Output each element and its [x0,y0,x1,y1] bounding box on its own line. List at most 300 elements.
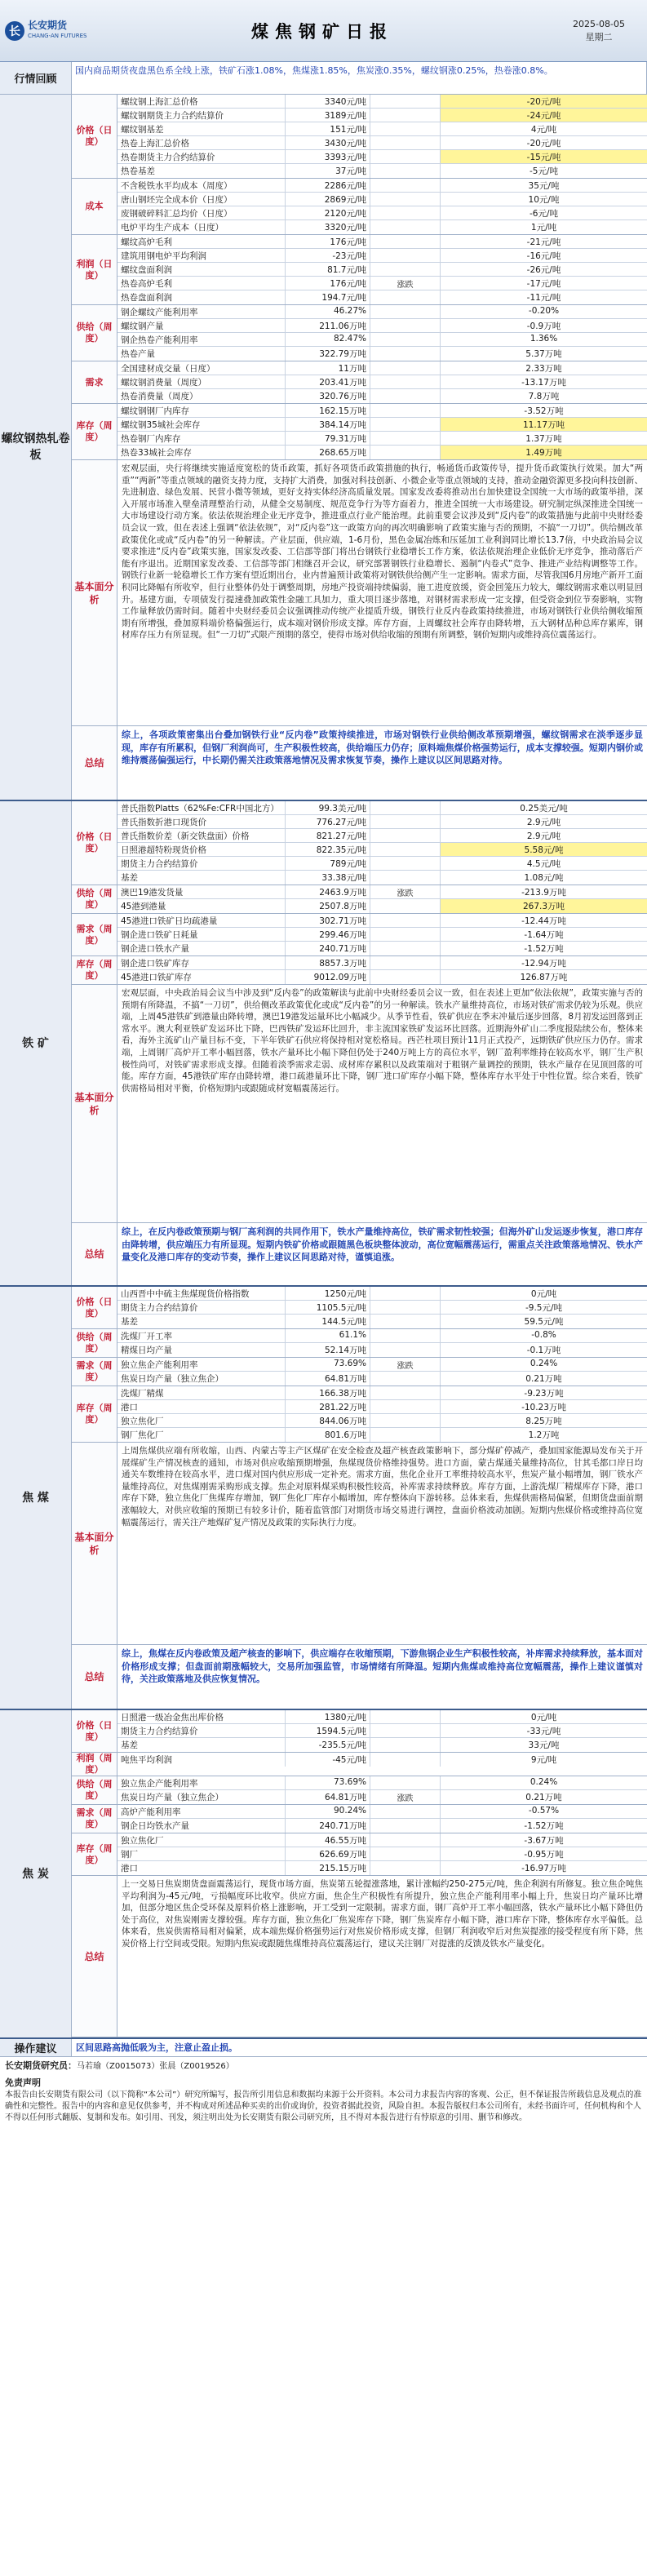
analysis-label: 基本面分析 [72,460,117,725]
group-label: 利润（日度） [72,235,117,304]
change-column-label: 涨跌 [397,1361,414,1371]
analysis-label: 基本面分析 [72,1443,117,1644]
summary-label: 总结 [72,1645,117,1709]
change-label-cell [370,1301,441,1314]
indicator-change: 8.25万吨 [525,1417,562,1426]
change-label-cell [370,1833,441,1847]
indicator-change: -13.17万吨 [521,378,566,388]
indicator-name: 普氏指数价差（新交铁盘面）价格 [117,829,286,842]
indicator-name: 螺纹钢产量 [117,319,286,332]
indicator-value: 1105.5元/吨 [286,1301,370,1314]
indicator-name: 钢企进口铁矿日耗量 [117,928,286,941]
indicator-name: 热卷基差 [117,164,286,178]
indicator-name: 热卷期货主力合约结算价 [117,150,286,163]
indicator-value: 82.47% [286,333,370,346]
author-label: 长安期货研究员： [5,2060,77,2071]
indicator-value: 3189元/吨 [286,109,370,122]
coke-group [72,1710,647,1753]
change-label-cell [370,885,441,898]
change-label-cell [370,277,441,290]
indicator-name: 普氏指数折港口现货价 [117,815,286,828]
indicator-value: 46.55万吨 [286,1833,370,1847]
rebar-section-label: 螺纹钢热轧卷板 [0,95,72,800]
indicator-value: 2869元/吨 [286,193,370,206]
indicator-name: 螺纹盘面利润 [117,263,286,276]
change-label-cell [370,857,441,870]
indicator-name: 独立焦企产能利用率 [117,1358,286,1371]
analysis-label: 基本面分析 [72,985,117,1222]
coal-analysis [72,1443,647,1645]
table-row [117,418,647,432]
indicator-change: 33元/吨 [528,1740,560,1750]
indicator-name: 钢企进口铁水产量 [117,942,286,955]
logo-en: CHANG-AN FUTURES [28,32,87,39]
indicator-name: 不含税铁水平均成本（周度） [117,179,286,192]
indicator-value: 821.27元/吨 [286,829,370,842]
indicator-name: 精煤日均产量 [117,1343,286,1357]
group-label: 价格（日度） [72,1710,117,1752]
indicator-value: 844.06万吨 [286,1414,370,1427]
coal-group [72,1358,647,1386]
indicator-change: 0.24% [530,1359,558,1368]
change-label-cell [370,1738,441,1752]
indicator-value: 3430元/吨 [286,136,370,149]
indicator-name: 热卷钢厂内库存 [117,432,286,445]
indicator-change: -3.67万吨 [524,1836,564,1846]
table-row [117,1847,647,1861]
indicator-name: 日照港超特粉现货价格 [117,843,286,856]
indicator-value: 166.38万吨 [286,1386,370,1399]
indicator-change: 2.33万吨 [525,364,562,374]
sections [0,95,647,2039]
indicator-value: 626.69万吨 [286,1847,370,1860]
table-row [117,1301,647,1315]
change-label-cell [370,290,441,304]
change-label-cell [370,432,441,445]
indicator-change: -15元/吨 [441,150,647,163]
indicator-value: 162.15万吨 [286,404,370,417]
change-label-cell [370,829,441,842]
table-row [117,404,647,418]
coke-group [72,1833,647,1876]
indicator-value: 1250元/吨 [286,1287,370,1300]
indicator-value: 384.14万吨 [286,418,370,431]
table-row [117,1358,647,1372]
indicator-name: 螺纹钢期货主力合约结算价 [117,109,286,122]
change-label-cell [370,122,441,135]
change-label-cell [370,220,441,234]
table-row [117,277,647,290]
indicator-change: 10元/吨 [528,195,560,205]
group-label: 需求（周度） [72,914,117,955]
coke-section [0,1710,647,2039]
table-row [117,150,647,164]
table-row [117,1400,647,1414]
change-label-cell [370,1372,441,1386]
indicator-change: 0元/吨 [530,1289,557,1299]
indicator-value: 268.65万吨 [286,446,370,459]
rebar-group [72,95,647,179]
indicator-value: 2120元/吨 [286,206,370,219]
change-column-label: 涨跌 [397,889,414,898]
market-review [0,62,647,95]
change-label-cell [370,1776,441,1789]
group-label: 供给（周度） [72,1776,117,1804]
table-row [117,432,647,446]
indicator-value: 3320元/吨 [286,220,370,234]
indicator-change: 1元/吨 [530,223,557,233]
change-label-cell [370,970,441,984]
indicator-value: 73.69% [286,1776,370,1789]
table-row [117,942,647,955]
indicator-change: -5元/吨 [529,166,558,176]
indicator-name: 港口 [117,1861,286,1875]
group-label: 价格（日度） [72,801,117,885]
table-row [117,1414,647,1428]
table-row [117,319,647,333]
indicator-name: 全国建材成交量（日度） [117,361,286,375]
indicator-name: 吨焦平均利润 [117,1753,286,1767]
indicator-value: -45元/吨 [286,1753,370,1767]
indicator-change: -20元/吨 [526,139,561,149]
group-label: 库存（周度） [72,404,117,459]
indicator-value: 2463.9万吨 [286,885,370,898]
indicator-name: 高炉产能利用率 [117,1805,286,1818]
change-label-cell [370,1710,441,1723]
table-row [117,1790,647,1804]
indicator-change: -16元/吨 [526,251,561,261]
change-label-cell [370,347,441,361]
change-label-cell [370,1753,441,1767]
indicator-change: -3.52万吨 [524,406,564,416]
indicator-value: 64.81万吨 [286,1790,370,1804]
change-label-cell [370,1428,441,1442]
group-label: 成本 [72,179,117,234]
change-label-cell [370,263,441,276]
table-row [117,928,647,942]
table-row [117,1329,647,1343]
indicator-value: 2286元/吨 [286,179,370,192]
change-label-cell [370,942,441,955]
indicator-name: 热卷高炉毛利 [117,277,286,290]
indicator-name: 基差 [117,1738,286,1752]
change-label-cell [370,1400,441,1413]
group-label: 库存（周度） [72,1386,117,1442]
change-label-cell [370,418,441,431]
group-label: 供给（周度） [72,305,117,361]
indicator-change: -16.97万吨 [521,1864,566,1873]
indicator-name: 钢企日均铁水产量 [117,1819,286,1833]
indicator-value: 151元/吨 [286,122,370,135]
indicator-change: -9.23万吨 [524,1389,564,1399]
coke-group [72,1776,647,1805]
group-label: 需求（周度） [72,1358,117,1386]
analysis-text: 上周焦煤供应端有所收缩，山西、内蒙古等主产区煤矿在安全检查及超产核查政策影响下，部分煤矿停减产，叠加国家能源局发布关于开展煤矿生产情况核查的通知，市场对供应收缩预期增强，焦煤现货价格维持强势。进口方面，蒙古煤通关量维持高位，甘其毛都口岸日均通关车数维持在较高水平，进口煤对国内供应形成一定补充。需求方面，焦化企业开工率维持较高水平，焦炭产量小幅增加，钢厂铁水产量维持高位，对焦煤刚需采购形成支撑。焦企对原料煤采购积极性较高，补库需求持续释放。库存方面，上游洗煤厂精煤库存下降，港口库存下降，独立焦化厂焦煤库存增加，钢厂焦化厂库存小幅增加，库存整体向下游转移。总体来看，焦煤供需格局偏紧，但期货盘面前期涨幅较大，对供应收缩的预期已有较多计价，随着监管部门对期货市场交易进行调控，盘面价格波动加剧。短期内焦煤价格或维持高位宽幅震荡运行，需关注产地煤矿复产情况及政策的实际执行力度。 [122,1446,643,1527]
change-label-cell [370,136,441,149]
table-row [117,1386,647,1400]
indicator-change: -6元/吨 [529,209,558,219]
indicator-change: -9.5元/吨 [525,1303,563,1313]
report-weekday: 星期二 [585,31,613,42]
table-row [117,970,647,984]
change-label-cell [370,193,441,206]
indicator-change: -20元/吨 [441,95,647,108]
indicator-name: 45港进口铁矿日均疏港量 [117,914,286,927]
table-row [117,1805,647,1819]
indicator-name: 热卷产量 [117,347,286,361]
indicator-name: 山西晋中中硫主焦煤现货价格指数 [117,1287,286,1300]
change-label-cell [370,1819,441,1833]
coal-group [72,1329,647,1358]
table-row [117,1833,647,1847]
table-row [117,1738,647,1752]
indicator-value: 3340元/吨 [286,95,370,108]
rebar-group [72,361,647,404]
indicator-change: -1.64万吨 [524,930,564,940]
table-row [117,1372,647,1386]
indicator-name: 澳巴19港发货量 [117,885,286,898]
table-row [117,1861,647,1875]
indicator-value: 144.5元/吨 [286,1315,370,1328]
rebar-group [72,235,647,305]
change-label-cell [370,305,441,318]
indicator-name: 期货主力合约结算价 [117,857,286,870]
table-row [117,249,647,263]
indicator-name: 洗煤厂精煤 [117,1386,286,1399]
group-label: 供给（周度） [72,1329,117,1357]
summary-text: 综上，在反内卷政策预期与钢厂高利润的共同作用下，铁水产量维持高位，铁矿需求韧性较强；但海外矿山发运逐步恢复，港口库存由降转增，供应端压力有所显现。短期内铁矿价格或跟随黑色板块整体波动，高位宽幅震荡运行，需重点关注政策落地情况、铁水产量变化及港口库存的变动节奏，操作上建议区间思路对待，谨慎追涨。 [122,1226,643,1262]
indicator-name: 螺纹钢钢厂内库存 [117,404,286,417]
indicator-name: 钢企进口铁矿库存 [117,956,286,969]
indicator-change: -0.9万吨 [526,321,561,331]
indicator-name: 焦炭日均产量（独立焦企） [117,1372,286,1386]
indicator-value: -23元/吨 [286,249,370,262]
iron-summary [72,1223,647,1285]
group-label: 库存（周度） [72,956,117,984]
indicator-value: 90.24% [286,1805,370,1818]
change-label-cell [370,1343,441,1357]
table-row [117,801,647,815]
rebar-analysis [72,460,647,726]
change-label-cell [370,319,441,332]
change-label-cell [370,446,441,459]
table-row [117,235,647,249]
rebar-group [72,179,647,235]
indicator-name: 螺纹钢上海汇总价格 [117,95,286,108]
indicator-change: 9元/吨 [530,1755,557,1765]
indicator-name: 独立焦企产能利用率 [117,1776,286,1789]
table-row [117,899,647,913]
table-row [117,1776,647,1790]
coal-section-label: 焦 煤 [0,1287,72,1709]
iron-section-label: 铁 矿 [0,801,72,1285]
group-label: 价格（日度） [72,1287,117,1328]
table-row [117,347,647,361]
indicator-change: 267.3万吨 [441,899,647,913]
indicator-value: 11万吨 [286,361,370,375]
change-label-cell [370,164,441,178]
indicator-name: 热卷33城社会库存 [117,446,286,459]
disclaimer [0,2057,647,2127]
table-row [117,193,647,206]
summary-text: 综上，焦煤在反内卷政策及超产核查的影响下，供应端存在收缩预期，下游焦钢企业生产积极性较高，补库需求持续释放，基本面对价格形成支撑；但盘面前期涨幅较大，交易所加强监管，市场情绪有所降温。短期内焦煤或维持高位宽幅震荡，操作上建议谨慎对待，关注政策落地及供应恢复情况。 [122,1648,643,1684]
indicator-name: 日照港一级冶金焦出库价格 [117,1710,286,1723]
table-row [117,1724,647,1738]
indicator-value: 776.27元/吨 [286,815,370,828]
indicator-name: 钢企热卷产能利用率 [117,333,286,346]
indicator-value: 176元/吨 [286,235,370,248]
indicator-name: 螺纹钢消费量（周度） [117,375,286,388]
indicator-value: 46.27% [286,305,370,318]
indicator-value: 211.06万吨 [286,319,370,332]
change-label-cell [370,1805,441,1818]
indicator-name: 钢厂焦化厂 [117,1428,286,1442]
table-row [117,122,647,136]
indicator-change: 1.2万吨 [528,1430,560,1440]
analysis-text: 宏观层面，中央政治局会议当中涉及到“反内卷”的政策解读与此前中央财经委员会议一致，但在表述上更加“依法依规”，政策实施与否的预期有所降温，不搞“一刀切”，供给侧改革政策优化或成“反内卷”的另一种解读。铁水产量维持高位，市场对铁矿需求仍较为乐观。供应端，上周45港铁矿到港量由降转增，澳巴19港发运量环比小幅减少。从季节性看，铁矿供应在季末冲量后逐步回落，8月初发运回落到正常水平。澳大利亚铁矿发运环比下降，巴西铁矿发运环比回升，非主流国家铁矿发运环比回落。近期海外矿山二季度报陆续公布，整体来看，海外主流矿山产量目标不变，下半年铁矿石供应将保持相对宽松格局。西芒杜项目预计11月正式投产，远期铁矿供应压力仍存。需求端，上周钢厂高炉开工率小幅回落，铁水产量环比小幅下降但仍处于240万吨上方的高位水平，钢厂盈利率维持在较高水平，钢厂生产积极性尚可，对铁矿需求形成支撑。但随着淡季需求走弱、成材库存累积以及政策端对于粗钢产量调控的预期，铁水产量存在见顶回落的可能。库存方面，45港铁矿库存由降转增，港口疏港量环比下降，钢厂进口矿库存小幅下降，整体库存水平处于中性位置。综合来看，铁矿供需格局相对平衡，价格短期内或跟随成材宽幅震荡运行。 [122,988,643,1093]
change-label-cell [370,1861,441,1875]
indicator-name: 期货主力合约结算价 [117,1724,286,1737]
table-row [117,109,647,122]
table-row [117,290,647,304]
analysis-label: 总结 [72,1876,117,2037]
indicator-value: 822.35元/吨 [286,843,370,856]
change-label-cell [370,179,441,192]
indicator-value: 322.79万吨 [286,347,370,361]
indicator-value: 240.71万吨 [286,942,370,955]
table-row [117,1753,647,1767]
table-row [117,389,647,403]
rebar-section [0,95,647,801]
change-label-cell [370,95,441,108]
indicator-change: 11.17万吨 [441,418,647,431]
indicator-name: 独立焦化厂 [117,1414,286,1427]
indicator-value: 64.81万吨 [286,1372,370,1386]
iron-analysis [72,985,647,1223]
change-label-cell [370,871,441,885]
indicator-name: 钢厂 [117,1847,286,1860]
change-label-cell [370,235,441,248]
coke-group [72,1805,647,1833]
iron-group [72,914,647,956]
group-label: 供给（周度） [72,885,117,913]
indicator-value: 194.7元/吨 [286,290,370,304]
indicator-value: 61.1% [286,1329,370,1342]
indicator-change: 1.08元/吨 [524,873,564,883]
change-column-label: 涨跌 [397,280,414,290]
indicator-name: 基差 [117,871,286,885]
indicator-value: 8857.3万吨 [286,956,370,969]
analysis-text: 上一交易日焦炭期货盘面震荡运行，现货市场方面，焦炭第五轮提涨落地，累计涨幅约250-275元/吨，焦企利润有所修复。独立焦企吨焦平均利润为-45元/吨，亏损幅度环比收窄。供应方面，焦企生产积极性有所提升，独立焦企产能利用率小幅上升，焦炭日均产量环比增加，但部分地区焦企受环保及原料价格上涨影响，开工受到一定限制。需求方面，钢厂高炉开工率小幅回落，铁水产量环比小幅下降但仍处于高位，对焦炭刚需支撑较强。库存方面，独立焦化厂焦炭库存下降，钢厂焦炭库存小幅下降，港口库存下降，整体库存水平偏低。总体来看，焦炭供需格局相对偏紧，成本端焦煤价格强势运行对焦炭价格形成支撑，但钢厂利润收窄后对焦炭提涨的接受程度有所下降，焦炭价格上行空间或受限。短期内焦炭或跟随焦煤维持高位震荡运行，建议关注钢厂对提涨的反馈及铁水产量变化。 [122,1879,643,1949]
table-row [117,843,647,857]
suggest-label: 操作建议 [0,2039,72,2056]
coal-group [72,1287,647,1329]
rebar-summary [72,726,647,800]
indicator-value: 801.6万吨 [286,1428,370,1442]
coke-group [72,1753,647,1776]
summary-label: 总结 [72,1223,117,1285]
iron-section [0,801,647,1287]
indicator-name: 港口 [117,1400,286,1413]
authors: 马若瑜（Z0015073）张晨（Z0019526） [77,2062,234,2071]
coal-section [0,1287,647,1710]
report-header [0,0,647,62]
indicator-name: 普氏指数Platts（62%Fe:CFR中国北方） [117,801,286,814]
change-label-cell [370,843,441,856]
change-label-cell [370,109,441,122]
table-row [117,1315,647,1328]
indicator-value: 203.41万吨 [286,375,370,388]
change-label-cell [370,1386,441,1399]
logo-cn: 长安期货 [28,19,68,31]
indicator-change: 0.25美元/吨 [520,804,568,814]
indicator-change: -213.9万吨 [521,888,566,898]
indicator-name: 45港到港量 [117,899,286,913]
indicator-change: 59.5元/吨 [524,1317,564,1327]
change-label-cell [370,928,441,941]
indicator-name: 热卷盘面利润 [117,290,286,304]
disclaimer-title: 免责声明 [5,2077,41,2088]
indicator-change: -12.94万吨 [521,959,566,969]
change-label-cell [370,1329,441,1342]
table-row [117,206,647,220]
disclaimer-text: 本报告由长安期货有限公司（以下简称“本公司”）研究所编写，报告所引用信息和数据均来源于公开资料。本公司力求报告内容的客观、公正，但不保证报告所载信息及观点的准确性和完整性。报告中的内容和意见仅供参考，并不构成对所述品种买卖的出价或询价，投资者据此投资，风险自担。本报告版权归本公司所有，未经书面许可，任何机构和个人不得以任何形式翻版、复制和发布。如引用、刊发，须注明出处为长安期货有限公司研究所，且不得对本报告进行有悖原意的引用、删节和修改。 [5,2091,642,2122]
indicator-change: -12.44万吨 [521,916,566,926]
indicator-value: 215.15万吨 [286,1861,370,1875]
indicator-change: -10.23万吨 [521,1403,566,1412]
change-label-cell [370,1358,441,1371]
indicator-name: 热卷消费量（周度） [117,389,286,403]
table-row [117,95,647,109]
coal-group [72,1386,647,1443]
rebar-group [72,404,647,460]
table-row [117,375,647,389]
summary-text: 综上，各项政策密集出台叠加钢铁行业“反内卷”政策持续推进，市场对钢铁行业供给侧改革预期增强，螺纹钢需求在淡季逐步显现，库存有所累积，但钢厂利润尚可，生产积极性较高，供给端压力仍存；原料端焦煤价格强势运行，成本支撑较强。短期内钢价或维持震荡偏强运行，中长期仍需关注政策落地情况及需求恢复节奏，操作上建议以区间思路对待。 [122,729,643,765]
indicator-name: 热卷上海汇总价格 [117,136,286,149]
indicator-change: -0.8% [531,1330,556,1340]
change-label-cell [370,150,441,163]
iron-group [72,885,647,914]
indicator-value: 1380元/吨 [286,1710,370,1723]
indicator-value: 2507.8万吨 [286,899,370,913]
indicator-change: 1.49万吨 [441,446,647,459]
change-column-label: 涨跌 [397,1794,414,1803]
change-label-cell [370,914,441,927]
table-row [117,164,647,178]
coal-summary [72,1645,647,1709]
table-row [117,305,647,319]
group-label: 库存（周度） [72,1833,117,1875]
indicator-change: -26元/吨 [526,265,561,275]
indicator-change: 1.36% [530,334,558,344]
table-row [117,263,647,277]
indicator-change: 0.24% [530,1777,558,1787]
change-label-cell [370,1724,441,1737]
indicator-name: 螺纹钢35城社会库存 [117,418,286,431]
table-row [117,136,647,150]
indicator-name: 唐山钢坯完全成本价（日度） [117,193,286,206]
table-row [117,446,647,459]
change-label-cell [370,1315,441,1328]
change-label-cell [370,1414,441,1427]
indicator-name: 废钢破碎料汇总均价（日度） [117,206,286,219]
indicator-change: -0.57% [528,1806,560,1816]
indicator-name: 钢企螺纹产能利用率 [117,305,286,318]
table-row [117,1287,647,1301]
indicator-change: 5.58元/吨 [441,843,647,856]
indicator-name: 基差 [117,1315,286,1328]
table-row [117,1819,647,1833]
